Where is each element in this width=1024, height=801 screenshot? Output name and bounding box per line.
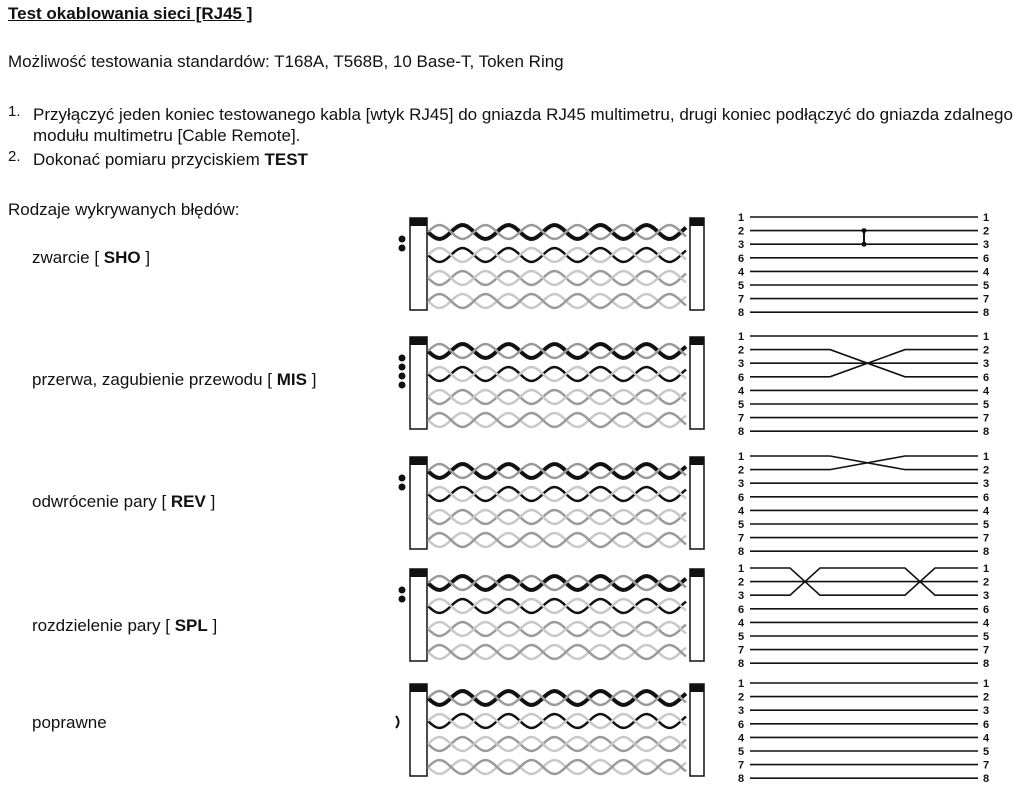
error-label-text: rozdzielenie pary [ <box>32 616 175 635</box>
pin-label-right: 5 <box>983 399 990 411</box>
error-code: MIS <box>276 370 307 389</box>
connector-left <box>410 569 427 661</box>
pin-label-left: 7 <box>738 412 745 425</box>
pin-label-right: 7 <box>983 759 990 772</box>
indicator-dot <box>399 355 406 362</box>
pin-label-right: 4 <box>983 266 990 279</box>
error-code: SHO <box>103 248 141 267</box>
pin-label-left: 4 <box>738 617 745 630</box>
step-text-plain: Dokonać pomiaru przyciskiem <box>33 150 265 169</box>
pinmap-reverse <box>738 451 990 558</box>
pin-label-left: 2 <box>738 576 745 589</box>
error-label-text: poprawne <box>32 713 107 732</box>
pin-label-right: 8 <box>983 426 990 439</box>
pin-label-right: 5 <box>983 631 990 643</box>
short-dot <box>862 242 867 247</box>
indicator-dot <box>399 245 406 252</box>
pin-label-right: 3 <box>983 358 990 371</box>
pin-label-left: 4 <box>738 732 745 745</box>
pin-label-right: 6 <box>983 371 990 384</box>
pin-label-right: 6 <box>983 718 990 731</box>
pin-label-right: 8 <box>983 307 990 320</box>
connector-right-top <box>690 569 704 577</box>
pin-label-left: 2 <box>738 691 745 704</box>
step-text: Przyłączyć jeden koniec testowanego kabla [wtyk RJ45] do gniazda RJ45 multimetru, drugi koniec podłączyć do gniazda zdalnego modułu multimetru [Cable Remote]. <box>33 105 1013 145</box>
pin-label-left: 8 <box>738 546 745 559</box>
pin-label-left: 3 <box>738 239 745 252</box>
connector-right <box>690 569 704 661</box>
error-label-text: odwrócenie pary [ <box>32 492 171 511</box>
pin-label-left: 7 <box>738 293 745 306</box>
pinmap-ok <box>738 678 990 785</box>
pin-label-left: 2 <box>738 464 745 477</box>
error-types-heading: Rodzaje wykrywanych błędów: <box>8 200 240 219</box>
pin-label-left: 6 <box>738 371 745 384</box>
pin-label-left: 1 <box>738 678 745 690</box>
pin-label-left: 5 <box>738 519 745 531</box>
connector-left-top <box>410 218 427 226</box>
pin-label-left: 2 <box>738 225 745 238</box>
pin-label-right: 8 <box>983 546 990 559</box>
pin-label-right: 2 <box>983 576 990 589</box>
pin-label-left: 5 <box>738 746 745 758</box>
pin-label-right: 4 <box>983 505 990 518</box>
pin-label-right: 3 <box>983 590 990 603</box>
connector-right <box>690 218 704 310</box>
bracket-mark <box>396 716 399 728</box>
pin-label-left: 1 <box>738 451 745 463</box>
pin-label-right: 1 <box>983 563 990 575</box>
pin-label-right: 3 <box>983 239 990 252</box>
pin-label-left: 3 <box>738 590 745 603</box>
pin-label-left: 4 <box>738 385 745 398</box>
indicator-dot <box>399 236 406 243</box>
short-dot <box>862 228 867 233</box>
pin-label-right: 7 <box>983 644 990 657</box>
error-label-text: zwarcie [ <box>32 248 104 267</box>
indicator-dot <box>399 587 406 594</box>
cable-diagram-reverse <box>399 457 705 549</box>
pin-label-right: 2 <box>983 225 990 238</box>
error-label-suffix: ] <box>140 248 151 267</box>
error-label-suffix: ] <box>207 616 218 635</box>
pin-label-left: 7 <box>738 532 745 545</box>
pin-label-left: 3 <box>738 478 745 491</box>
pin-label-right: 6 <box>983 603 990 616</box>
connector-left-top <box>410 569 427 577</box>
connector-right-top <box>690 457 704 465</box>
pin-label-left: 7 <box>738 644 745 657</box>
pin-label-right: 2 <box>983 464 990 477</box>
connector-left <box>410 684 427 776</box>
step-text-bold: TEST <box>264 150 308 169</box>
pinmap-split <box>738 563 990 670</box>
cable-diagram-ok <box>396 684 704 776</box>
indicator-dot <box>399 484 406 491</box>
error-label-text: przerwa, zagubienie przewodu [ <box>32 370 277 389</box>
pin-label-left: 3 <box>738 358 745 371</box>
pin-label-left: 4 <box>738 266 745 279</box>
pin-label-right: 7 <box>983 293 990 306</box>
connector-left <box>410 218 427 310</box>
pin-label-right: 4 <box>983 617 990 630</box>
pin-label-right: 3 <box>983 705 990 718</box>
connector-left-top <box>410 337 427 345</box>
pin-label-left: 3 <box>738 705 745 718</box>
pin-label-right: 1 <box>983 331 990 343</box>
connector-right <box>690 457 704 549</box>
page-title: Test okablowania sieci [RJ45 ] <box>8 4 253 23</box>
cable-diagram-miswire <box>399 337 705 429</box>
pin-label-left: 6 <box>738 491 745 504</box>
connector-right <box>690 337 704 429</box>
pin-label-right: 1 <box>983 212 990 224</box>
error-code: REV <box>170 492 206 511</box>
pin-label-right: 5 <box>983 280 990 292</box>
pin-label-right: 8 <box>983 658 990 671</box>
pin-label-left: 7 <box>738 759 745 772</box>
pin-label-right: 6 <box>983 252 990 265</box>
pin-label-left: 8 <box>738 307 745 320</box>
pin-label-left: 1 <box>738 563 745 575</box>
pin-label-left: 8 <box>738 658 745 671</box>
step-number: 1. <box>8 103 21 120</box>
connector-left <box>410 457 427 549</box>
pin-label-right: 5 <box>983 519 990 531</box>
pin-label-right: 5 <box>983 746 990 758</box>
indicator-dot <box>399 596 406 603</box>
pin-label-left: 5 <box>738 399 745 411</box>
pin-label-right: 1 <box>983 678 990 690</box>
pin-label-right: 1 <box>983 451 990 463</box>
reversed-wire <box>750 456 978 470</box>
error-label-suffix: ] <box>306 370 317 389</box>
connector-right-top <box>690 337 704 345</box>
indicator-dot <box>399 373 406 380</box>
pin-label-right: 8 <box>983 773 990 786</box>
indicator-dot <box>399 364 406 371</box>
pin-label-right: 4 <box>983 385 990 398</box>
connector-right <box>690 684 704 776</box>
pin-label-right: 7 <box>983 412 990 425</box>
step-number: 2. <box>8 148 21 165</box>
connector-left-top <box>410 457 427 465</box>
pinmap-short <box>738 212 990 319</box>
error-code: SPL <box>174 616 208 635</box>
cable-diagram-short <box>399 218 705 310</box>
pin-label-left: 1 <box>738 331 745 343</box>
pinmap-miswire <box>738 331 990 438</box>
connector-left <box>410 337 427 429</box>
pin-label-left: 5 <box>738 280 745 292</box>
pin-label-left: 2 <box>738 344 745 357</box>
pin-label-left: 8 <box>738 426 745 439</box>
indicator-dot <box>399 475 406 482</box>
connector-left-top <box>410 684 427 692</box>
pin-label-left: 6 <box>738 252 745 265</box>
pin-label-left: 1 <box>738 212 745 224</box>
pin-label-right: 7 <box>983 532 990 545</box>
pin-label-right: 4 <box>983 732 990 745</box>
connector-right-top <box>690 218 704 226</box>
supported-standards: Możliwość testowania standardów: T168A, T568B, 10 Base-T, Token Ring <box>8 52 564 71</box>
pin-label-right: 2 <box>983 344 990 357</box>
pin-label-right: 2 <box>983 691 990 704</box>
pin-label-left: 5 <box>738 631 745 643</box>
pin-label-right: 3 <box>983 478 990 491</box>
connector-right-top <box>690 684 704 692</box>
pin-label-left: 8 <box>738 773 745 786</box>
indicator-dot <box>399 382 406 389</box>
pin-label-left: 4 <box>738 505 745 518</box>
pin-label-left: 6 <box>738 603 745 616</box>
error-label-suffix: ] <box>205 492 216 511</box>
pin-label-left: 6 <box>738 718 745 731</box>
pin-label-right: 6 <box>983 491 990 504</box>
cable-diagram-split <box>399 569 705 661</box>
